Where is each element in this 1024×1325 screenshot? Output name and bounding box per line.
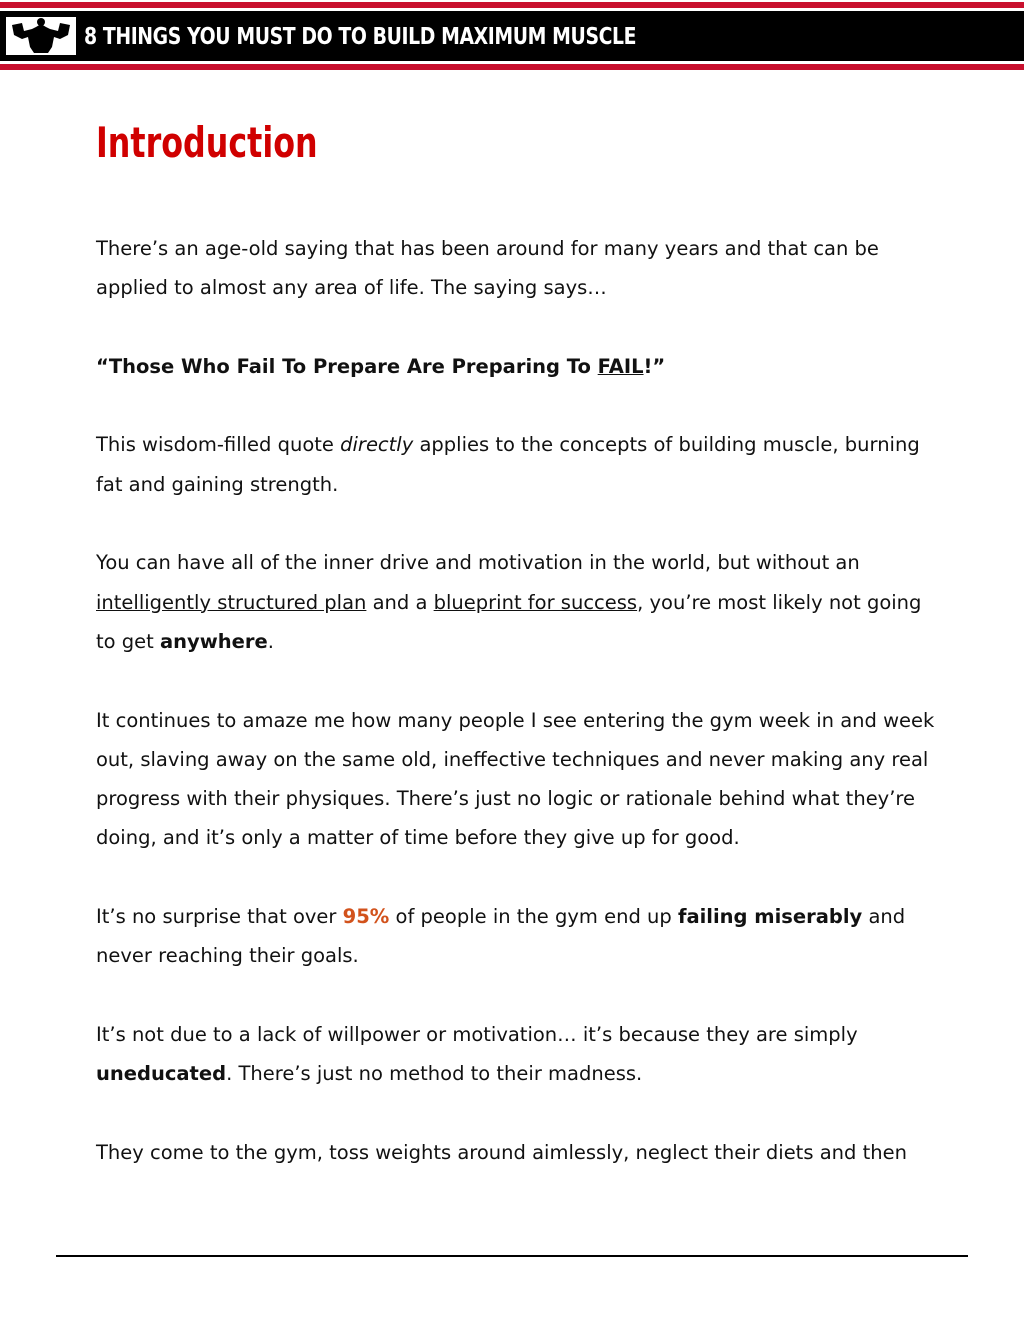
text-run: . bbox=[267, 629, 274, 653]
footer-divider bbox=[56, 1255, 968, 1257]
text-run: This wisdom-filled quote bbox=[96, 433, 341, 457]
italic-directly: directly bbox=[340, 433, 414, 457]
paragraph-last: They come to the gym, toss weights around aimlessly, neglect their diets and then bbox=[96, 1140, 907, 1164]
bold-uneducated: uneducated bbox=[96, 1062, 227, 1086]
quote-paragraph bbox=[96, 347, 946, 386]
link-structured-plan[interactable]: intelligently structured plan bbox=[96, 590, 367, 614]
link-blueprint[interactable]: blueprint for success bbox=[433, 590, 638, 614]
header-title: 8 THINGS YOU MUST DO TO BUILD MAXIMUM MUSCLE bbox=[84, 24, 637, 50]
text-run: of people in the gym end up bbox=[389, 905, 678, 929]
quote-fail-word: FAIL bbox=[597, 354, 644, 378]
text-run: . There’s just no method to their madness. bbox=[226, 1062, 643, 1086]
percent-highlight: 95% bbox=[342, 905, 390, 929]
text-run: applies to the concepts of building muscle, burning fat and gaining strength. bbox=[96, 433, 920, 496]
paragraph-intro: There’s an age-old saying that has been around for many years and that can be applied to almost any area of life. The saying says… bbox=[96, 237, 879, 300]
muscle-man-icon bbox=[4, 13, 78, 59]
paragraph-plan bbox=[96, 543, 946, 661]
text-run: and a bbox=[366, 590, 434, 614]
text-run: It’s not due to a lack of willpower or motivation… it’s because they are simply bbox=[96, 1022, 858, 1046]
paragraph-wisdom bbox=[96, 425, 946, 504]
page-header bbox=[0, 0, 1024, 72]
paragraph-gym: It continues to amaze me how many people I see entering the gym week in and week out, slaving away on the same old, ineffective techniques and never making any real progress with their physiques. There’s just no logic or rationale behind what they’re doing, and it’s only a matter of time before they give up for good. bbox=[96, 708, 935, 850]
text-run: You can have all of the inner drive and motivation in the world, but without an bbox=[96, 551, 860, 575]
paragraph-uneducated bbox=[96, 1015, 946, 1094]
text-run: , you’re most likely not going to get bbox=[96, 590, 922, 653]
text-run: It’s no surprise that over bbox=[96, 905, 343, 929]
header-red-stripe-top bbox=[0, 2, 1024, 8]
body-text bbox=[96, 229, 946, 1211]
paragraph-statistic bbox=[96, 897, 946, 976]
quote-end: !” bbox=[643, 354, 666, 378]
bold-failing: failing miserably bbox=[677, 905, 863, 929]
header-red-stripe-bottom bbox=[0, 64, 1024, 70]
page-title: Introduction bbox=[96, 118, 318, 167]
bold-anywhere: anywhere bbox=[160, 629, 268, 653]
quote-text: “Those Who Fail To Prepare Are Preparing To bbox=[96, 354, 598, 378]
text-run: and never reaching their goals. bbox=[96, 905, 906, 968]
